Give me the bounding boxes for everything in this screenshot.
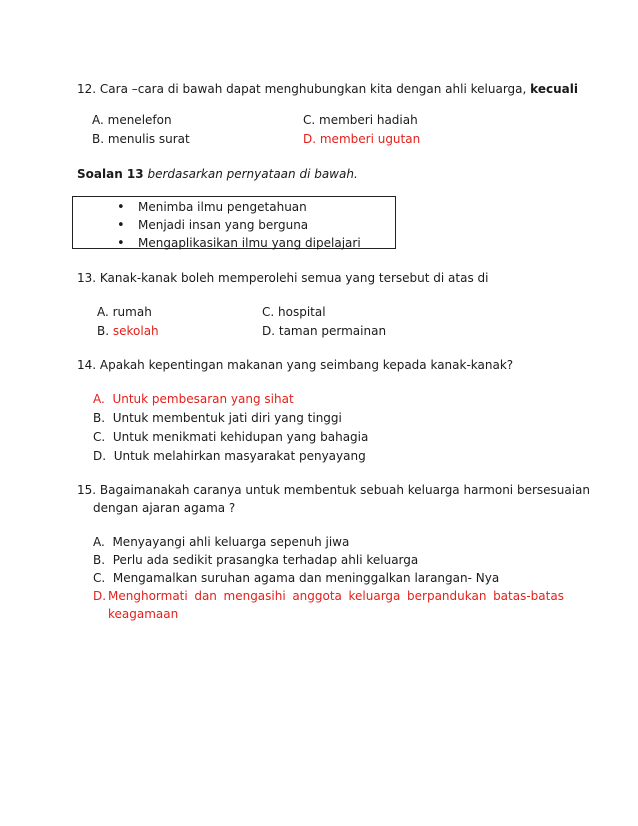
q12-option-d-answer: D. memberi ugutan xyxy=(303,132,421,146)
bullet-icon: • xyxy=(117,218,125,233)
q15-option-d-letter: D. xyxy=(93,589,107,603)
q15-option-b: B. Perlu ada sedikit prasangka terhadap ahli keluarga xyxy=(93,553,419,567)
q15-option-c: C. Mengamalkan suruhan agama dan meninggalkan larangan- Nya xyxy=(93,571,500,585)
q14-stem: 14. Apakah kepentingan makanan yang seimbang kepada kanak-kanak? xyxy=(77,358,514,372)
q12-option-b: B. menulis surat xyxy=(92,132,190,146)
soalan13-header: Soalan 13 berdasarkan pernyataan di bawah. xyxy=(77,167,358,181)
q13-option-d: D. taman permainan xyxy=(262,324,387,338)
q15-option-d-answer-line2: keagamaan xyxy=(108,607,179,621)
statement-item: Mengaplikasikan ilmu yang dipelajari xyxy=(138,236,361,250)
q15-option-d-answer-line1: Menghormati dan mengasihi anggota keluarga berpandukan batas-batas xyxy=(108,589,564,603)
q14-option-d: D. Untuk melahirkan masyarakat penyayang xyxy=(93,449,366,463)
q12-option-a: A. menelefon xyxy=(92,113,172,127)
q13-option-b-answer: sekolah xyxy=(112,324,159,338)
q12-emphasis: kecuali xyxy=(530,82,578,96)
statement-item: Menimba ilmu pengetahuan xyxy=(138,200,307,214)
q15-stem-line2: dengan ajaran agama ? xyxy=(93,501,236,515)
q14-option-b: B. Untuk membentuk jati diri yang tinggi xyxy=(93,411,342,425)
q13-option-c: C. hospital xyxy=(262,305,326,319)
q15-option-a: A. Menyayangi ahli keluarga sepenuh jiwa xyxy=(93,535,350,549)
q14-option-a-answer: A. Untuk pembesaran yang sihat xyxy=(93,392,294,406)
q12-option-c: C. memberi hadiah xyxy=(303,113,418,127)
statement-item: Menjadi insan yang berguna xyxy=(138,218,309,232)
q12-stem: 12. Cara –cara di bawah dapat menghubungkan kita dengan ahli keluarga, kecuali xyxy=(77,82,578,96)
q13-option-a: A. rumah xyxy=(97,305,152,319)
bullet-icon: • xyxy=(117,236,125,251)
bullet-icon: • xyxy=(117,200,125,215)
q14-option-c: C. Untuk menikmati kehidupan yang bahagia xyxy=(93,430,369,444)
q13-stem: 13. Kanak-kanak boleh memperolehi semua yang tersebut di atas di xyxy=(77,271,489,285)
q13-option-b: B. sekolah xyxy=(97,324,159,338)
q15-stem-line1: 15. Bagaimanakah caranya untuk membentuk sebuah keluarga harmoni bersesuaian xyxy=(77,483,591,497)
